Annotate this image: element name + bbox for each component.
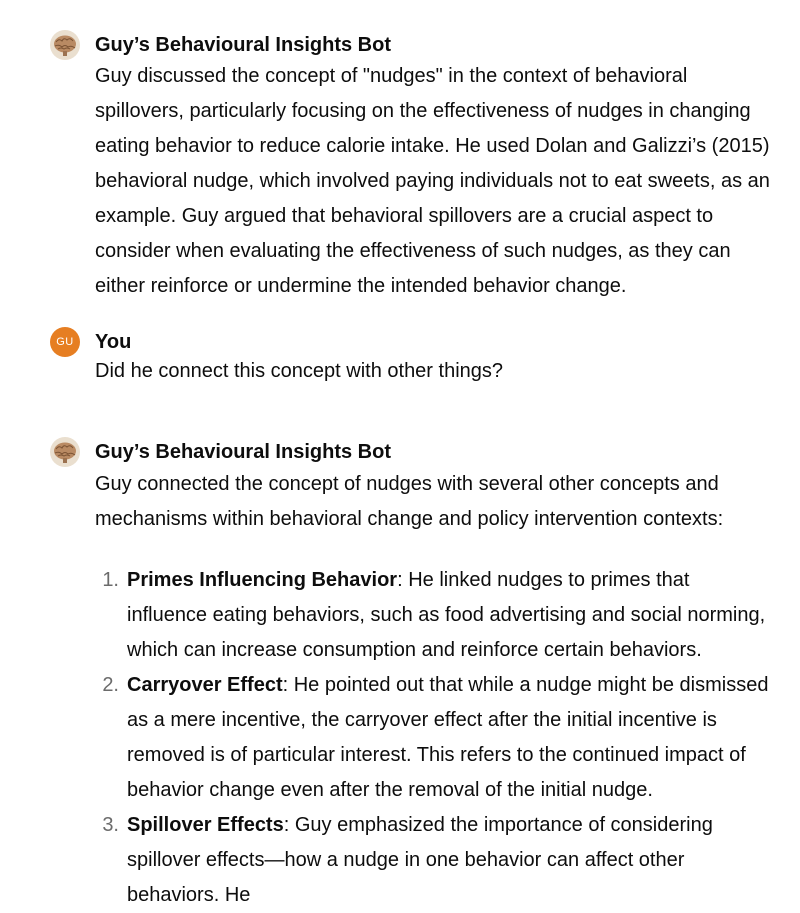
message-author: Guy’s Behavioural Insights Bot: [95, 441, 391, 463]
list-item: [75, 808, 775, 913]
message-text: Did he connect this concept with other things?: [95, 360, 504, 382]
list-item-text: : He linked nudges to primes that influence eating behaviors, such as food advertising and social norming, which can increase consumption and reinforce certain behaviors.: [127, 569, 766, 661]
bot-avatar-brain-icon: [50, 30, 80, 60]
message-author: You: [95, 331, 132, 353]
list-item: [75, 668, 775, 808]
list-item-title: Spillover Effects: [127, 814, 284, 836]
bot-avatar-brain-icon: [50, 437, 80, 467]
message-intro: Guy connected the concept of nudges with several other concepts and mechanisms within behavioral change and policy intervention contexts:: [95, 473, 724, 530]
list-number: 2.: [102, 674, 119, 696]
list-item: [75, 563, 775, 668]
message-author: Guy’s Behavioural Insights Bot: [95, 34, 391, 56]
user-avatar: GU: [50, 327, 80, 357]
list-item-title: Carryover Effect: [127, 674, 283, 696]
numbered-list: [75, 563, 775, 913]
list-item-text: : Guy emphasized the importance of considering spillover effects—how a nudge in one behavior can affect other behaviors. He: [127, 814, 713, 906]
message-body: [95, 467, 775, 913]
list-item-text: : He pointed out that while a nudge might be dismissed as a mere incentive, the carryover effect after the initial incentive is removed is of particular interest. This refers to the continued impact of behavior change even after the removal of the initial nudge.: [127, 674, 769, 801]
list-number: 3.: [102, 814, 119, 836]
list-item-title: Primes Influencing Behavior: [127, 569, 398, 591]
message-text: Guy discussed the concept of "nudges" in the context of behavioral spillovers, particularly focusing on the effectiveness of nudges in changing eating behavior to reduce calorie intake. He used Dolan and Galizzi’s (2015) behavioral nudge, which involved paying individuals not to eat sweets, as an example. Guy argued that behavioral spillovers are a crucial aspect to consider when evaluating the effectiveness of such nudges, as they can either reinforce or undermine the intended behavior change.: [95, 65, 770, 297]
list-number: 1.: [102, 569, 119, 591]
